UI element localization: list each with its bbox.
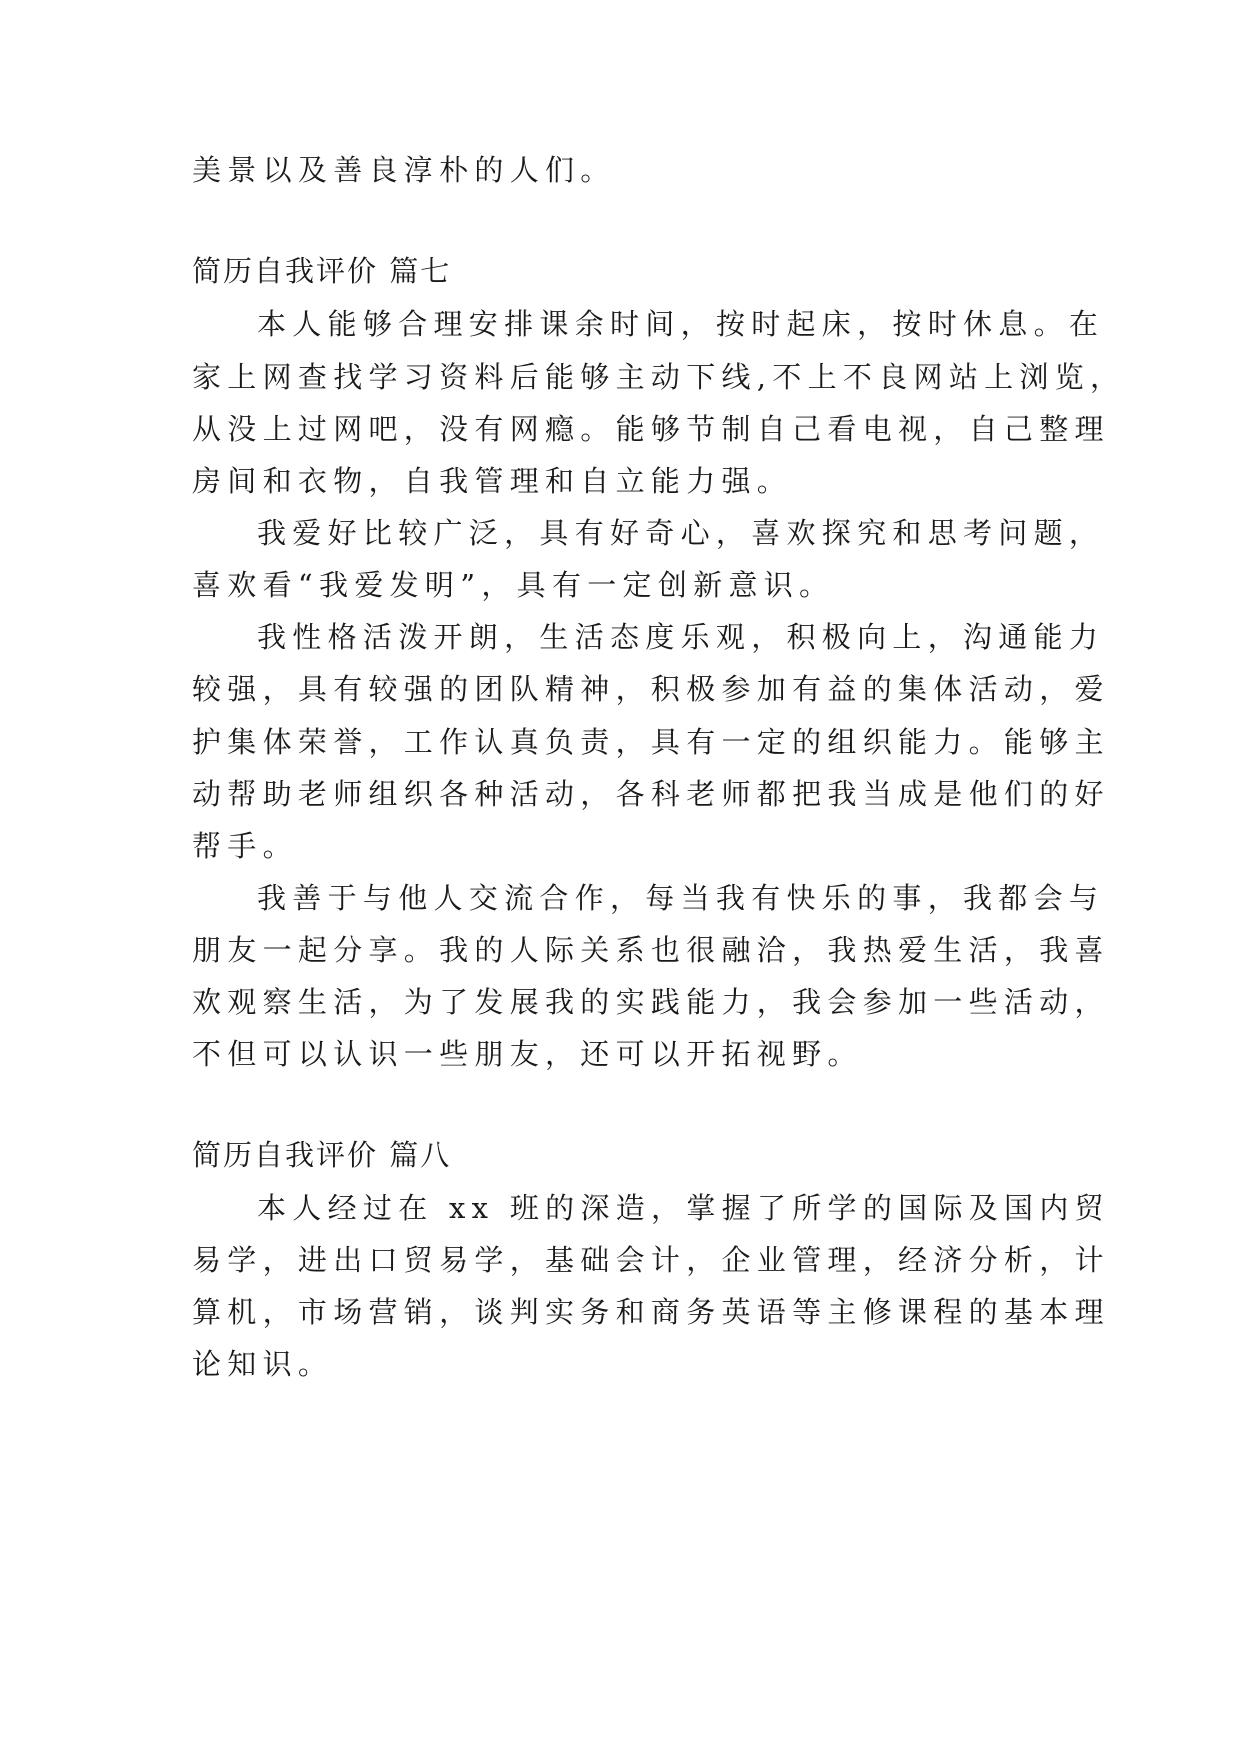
text-line: 不但可以认识一些朋友，还可以开拓视野。 — [192, 1037, 863, 1071]
opening-line: 美景以及善良淳朴的人们。 — [192, 153, 616, 187]
text-line: 朋友一起分享。我的人际关系也很融洽，我热爱生活，我喜 — [192, 933, 1110, 967]
section-heading-7: 简历自我评价 篇七 — [192, 254, 452, 288]
text-line: 我爱好比较广泛，具有好奇心，喜欢探究和思考问题， — [257, 516, 1105, 550]
text-line: 本人能够合理安排课余时间，按时起床，按时休息。在 — [257, 307, 1105, 341]
text-line: 论知识。 — [192, 1347, 334, 1381]
text-line: 从没上过网吧，没有网瘾。能够节制自己看电视，自己整理 — [192, 412, 1110, 446]
text-line: 帮手。 — [192, 829, 298, 863]
section-heading-8: 简历自我评价 篇八 — [192, 1138, 452, 1172]
text-line: 喜欢看“我爱发明”，具有一定创新意识。 — [192, 568, 835, 602]
text-line: 护集体荣誉，工作认真负责，具有一定的组织能力。能够主 — [192, 725, 1110, 759]
text-line: 家上网查找学习资料后能够主动下线,不上不良网站上浏览， — [192, 360, 1126, 394]
text-line: 我性格活泼开朗，生活态度乐观，积极向上，沟通能力 — [257, 620, 1105, 654]
text-line: 算机，市场营销，谈判实务和商务英语等主修课程的基本理 — [192, 1295, 1110, 1329]
text-line: 动帮助老师组织各种活动，各科老师都把我当成是他们的好 — [192, 777, 1110, 811]
text-line: 我善于与他人交流合作，每当我有快乐的事，我都会与 — [257, 881, 1105, 915]
text-line: 欢观察生活，为了发展我的实践能力，我会参加一些活动， — [192, 985, 1110, 1019]
text-line: 易学，进出口贸易学，基础会计，企业管理，经济分析，计 — [192, 1243, 1110, 1277]
text-line: 较强，具有较强的团队精神，积极参加有益的集体活动，爱 — [192, 672, 1110, 706]
text-line: 本人经过在 xx 班的深造，掌握了所学的国际及国内贸 — [257, 1191, 1110, 1225]
text-line: 房间和衣物，自我管理和自立能力强。 — [192, 464, 793, 498]
